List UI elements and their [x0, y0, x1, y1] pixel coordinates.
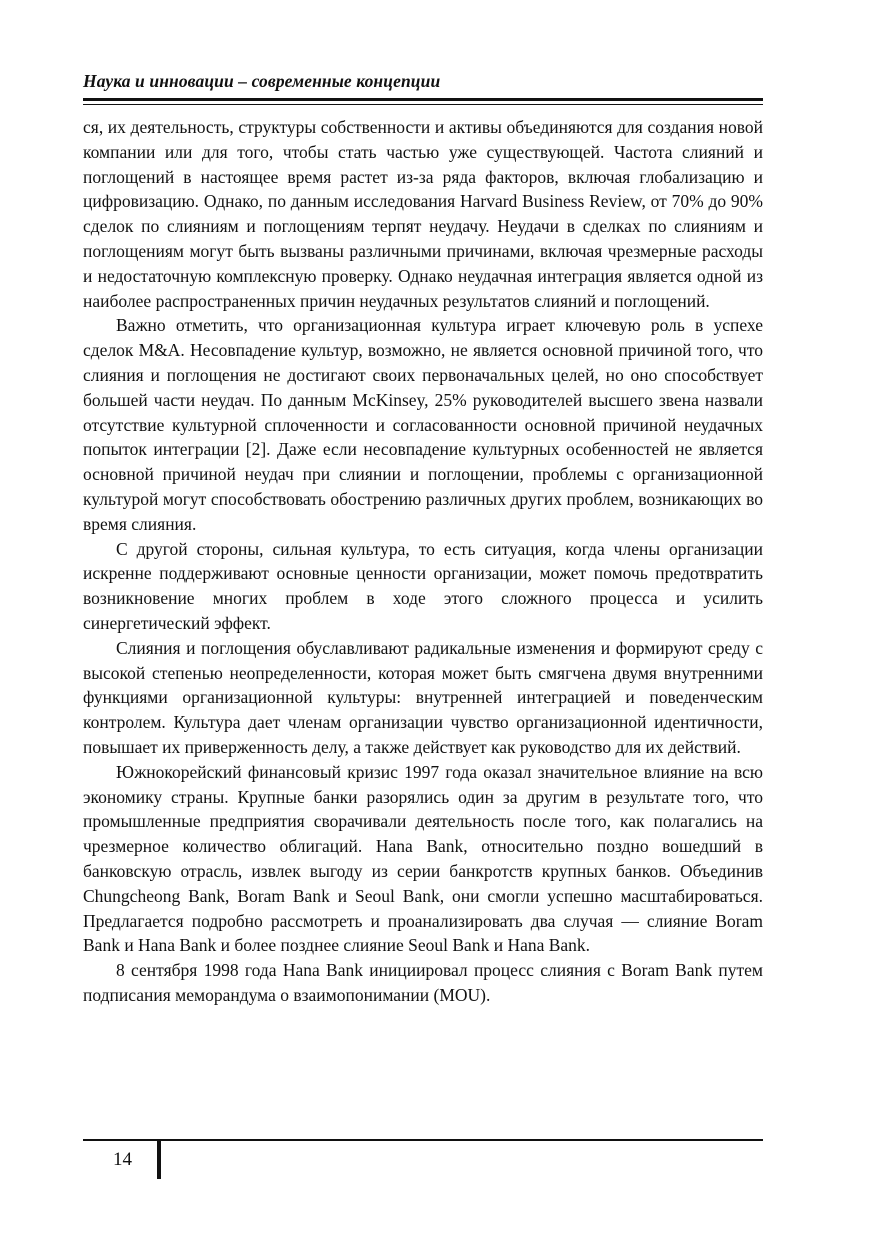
paragraph: ся, их деятельность, структуры собственности и активы объединяются для создания новой компании или для того, чтобы стать частью уже существующей. Частота слияний и поглощений в настоящее время растет из-за ряда факторов, включая глобализацию и цифровизацию. Однако, по данным исследования Harvard Business Review, от 70% до 90% сделок по слияниям и поглощениям терпят неудачу. Неудачи в сделках по слияниям и поглощениям могут быть вызваны различными причинами, включая чрезмерные расходы и недостаточную комплексную проверку. Однако неудачная интеграция является одной из наиболее распространенных причин неудачных результатов слияний и поглощений. — [83, 117, 763, 311]
footer-vertical-bar — [157, 1139, 161, 1179]
header-title: Наука и инновации – современные концепции — [83, 71, 441, 91]
paragraph: Важно отметить, что организационная культура играет ключевую роль в успехе сделок M&A. Несовпадение культур, возможно, не является основной причиной того, что слияния и поглощения не достигают своих первоначальных целей, но оно способствует большей части неудач. По данным McKinsey, 25% руководителей высшего звена назвали отсутствие культурной сплоченности и согласованности основной причиной неудачных попыток интеграции [2]. Даже если несовпадение культурных особенностей не является основной причиной неудач при слиянии и поглощении, проблемы с организационной культурой могут способствовать обострению различных других проблем, возникающих во время слияния. — [83, 315, 763, 534]
running-header — [83, 70, 763, 92]
body-text — [83, 115, 763, 1008]
paragraph: Южнокорейский финансовый кризис 1997 года оказал значительное влияние на всю экономику страны. Крупные банки разорялись один за другим в результате того, что промышленные предприятия сворачивали деятельность после того, как полагались на чрезмерное количество облигаций. Hana Bank, относительно поздно вошедший в банковскую отрасль, извлек выгоду из серии банкротств крупных банков. Объединив Chungcheong Bank, Boram Bank и Seoul Bank, они смогли успешно масштабироваться. Предлагается подробно рассмотреть и проанализировать два случая — слияние Boram Bank и Hana Bank и более позднее слияние Seoul Bank и Hana Bank. — [83, 761, 763, 956]
paragraph: Слияния и поглощения обуславливают радикальные изменения и формируют среду с высокой степенью неопределенности, которая может быть смягчена двумя внутренними функциями организационной культуры: внутренней интеграцией и поведенческим контролем. Культура дает членам организации чувство организационной идентичности, повышает их приверженность делу, а также действует как руководство для их действий. — [83, 637, 763, 757]
footer-rule — [83, 1139, 763, 1141]
page-number: 14 — [113, 1149, 132, 1170]
paragraph: С другой стороны, сильная культура, то есть ситуация, когда члены организации искренне поддерживают основные ценности организации, может помочь предотвратить возникновение многих проблем в ходе этого сложного процесса и усилить синергетический эффект. — [83, 538, 763, 633]
header-rule-thin — [83, 104, 763, 105]
page-footer — [83, 1139, 763, 1179]
paragraph: 8 сентября 1998 года Hana Bank инициировал процесс слияния с Boram Bank путем подписания меморандума о взаимопонимании (MOU). — [83, 960, 763, 1005]
header-rule-thick — [83, 98, 763, 101]
